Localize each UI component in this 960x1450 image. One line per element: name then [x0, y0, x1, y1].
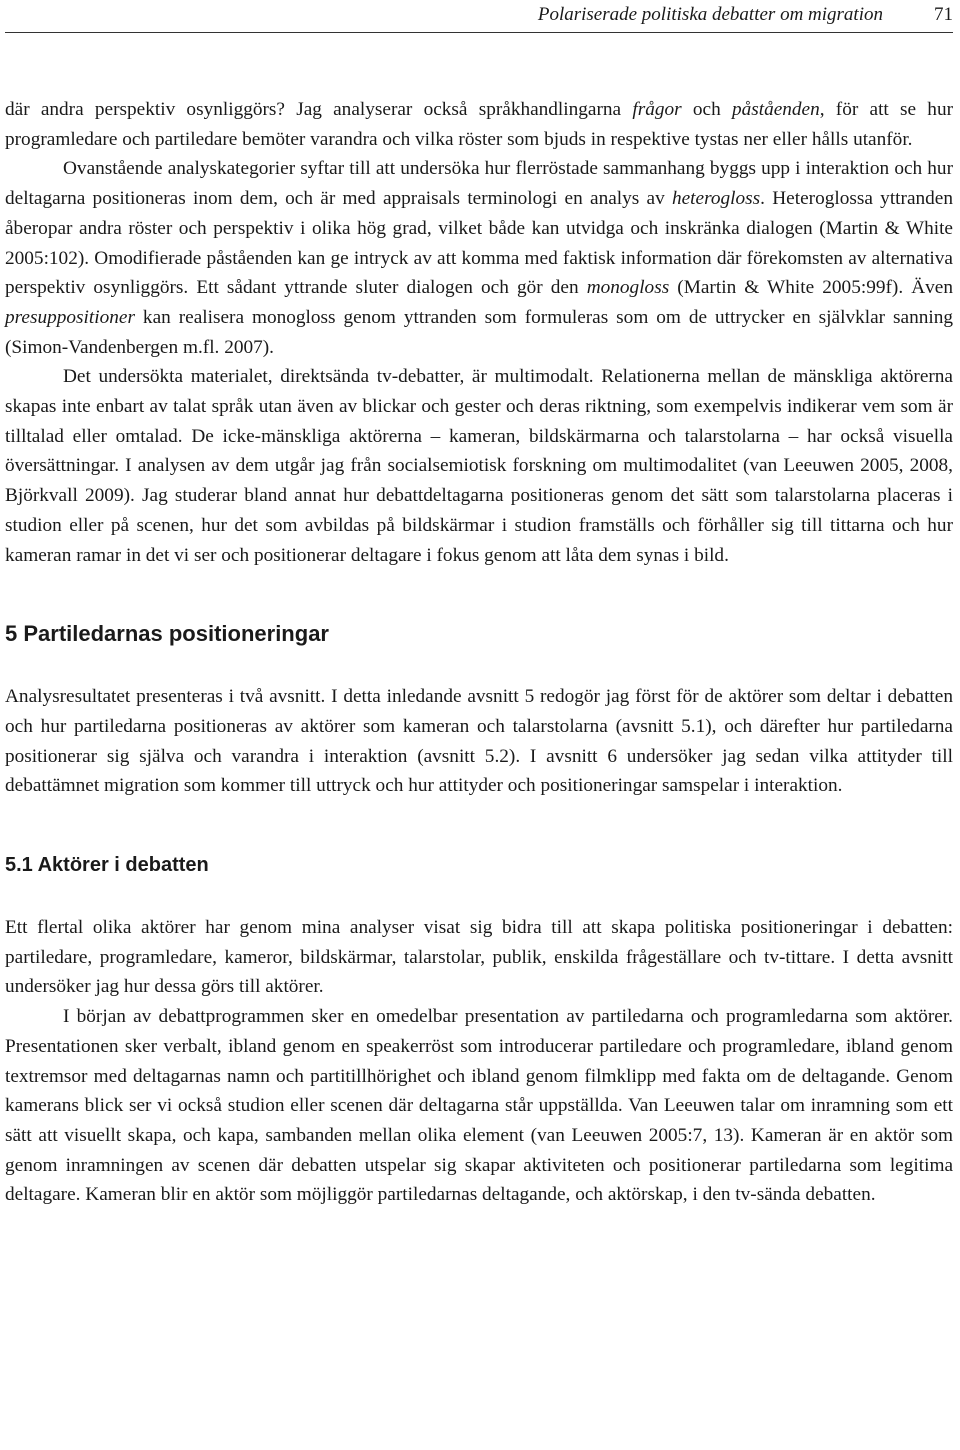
italic-term: heterogloss — [671, 188, 761, 210]
text-run: kan realisera monogloss genom yttranden som formuleras som om de uttrycker en självklar sanning (Simon-Vandenbergen m.fl. 2007). — [5, 306, 953, 358]
text-run: , för att se hur programledare och partiledare bemöter varandra och vilka röster som bjuds in respektive tystas ner eller hålls utanför. — [5, 99, 954, 150]
page-number: 71 — [934, 4, 953, 25]
body-text — [5, 95, 953, 1210]
paragraph-4: Analysresultatet presenteras i två avsnitt. I detta inledande avsnitt 5 redogör jag först för de aktörer som deltar i debatten och hur partiledarna positioneras av aktörer som kameran och talarstolarna (avsnitt 5.1), och därefter hur partiledarna positionerar sig själva och varandra i interaktion (avsnitt 5.2). I avsnitt 6 undersöker jag sedan vilka attityder till debattämnet migration som kommer till uttryck och hur attityder och positioneringar samspelar i interaktion. — [5, 686, 953, 797]
running-title: Polariserade politiska debatter om migration — [537, 4, 883, 25]
text-run: där andra perspektiv osynliggörs? Jag analyserar också språkhandlingarna — [5, 99, 633, 120]
text-run: Ovanstående analyskategorier syftar till att undersöka hur flerröstade sammanhang byggs upp i interaktion och hur deltagarna positioneras inom dem, och är med appraisals terminologi en analys av — [5, 158, 953, 210]
paragraph-2 — [5, 154, 953, 362]
italic-term: monogloss — [586, 277, 670, 299]
paragraph-1 — [5, 95, 953, 154]
subsection-heading: 5.1 Aktörer i debatten — [5, 854, 209, 877]
section-heading: 5 Partiledarnas positioneringar — [5, 621, 329, 647]
text-run: och — [681, 99, 732, 120]
italic-term: presuppositioner — [5, 306, 135, 328]
paragraph-3: Det undersökta materialet, direktsända tv-debatter, är multimodalt. Relationerna mellan de mänskliga aktörerna skapas inte enbart av talat språk utan även av blickar och gester och deras riktning, som exempelvis indikerar vem som är tilltalad eller omtalad. De icke-mänskliga aktörerna – kameran, bildskärmarna och talarstolarna – har också visuella översättningar. I analysen av dem utgår jag från socialsemiotisk forskning om multimodalitet (van Leeuwen 2005, 2008, Björkvall 2009). Jag studerar bland annat hur debattdeltagarna positioneras genom det sätt som talarstolarna placeras i studion eller på scenen, hur det som avbildas på bildskärmar i studion framställs och förhåller sig till tittarna och hur kameran ramar in det vi ser och positionerar deltagare i fokus genom att låta dem synas i bild. — [5, 366, 953, 566]
text-run: (Martin & White 2005:99f). Även — [669, 277, 954, 299]
paragraph-5: Ett flertal olika aktörer har genom mina analyser visat sig bidra till att skapa politiska positioneringar i debatten: partiledare, programledare, kameror, bildskärmar, talarstolar, publik, enskilda frågeställare och tv-tittare. I detta avsnitt undersöker jag hur dessa görs till aktörer. — [5, 917, 953, 998]
italic-term: påståenden — [731, 99, 820, 120]
italic-term: frågor — [632, 99, 682, 120]
text-run: . Heteroglossa yttranden åberopar andra röster och perspektiv i olika hög grad, vilket både kan utvidga och inskränka dialogen (Martin & White 2005:102). Omodifierade påståenden kan ge intryck av att komma med faktisk information där förekomsten av alternativa perspektiv osynliggörs. Ett sådant yttrande sluter dialogen och gör den — [5, 188, 953, 299]
running-header — [5, 0, 953, 33]
paragraph-6: I början av debattprogrammen sker en omedelbar presentation av partiledarna och programledarna som aktörer. Presentationen sker verbalt, ibland genom en speakerröst som introducerar partiledare och programledare, ibland genom textremsor med deltagarnas namn och partitillhörighet och ibland genom filmklipp med fakta om de deltagande. Genom kamerans blick ser vi också studion eller scenen där deltagarna står uppställda. Van Leeuwen talar om inramning som ett sätt att visuellt skapa, och kapa, sambanden mellan olika element (van Leeuwen 2005:7, 13). Kameran är en aktör som genom inramningen av scenen där debatten utspelar sig skapar aktiviteten och positionerar partiledarna som legitima deltagare. Kameran blir en aktör som möjliggör partiledarnas deltagande, och aktörskap, i den tv-sända debatten. — [5, 1006, 953, 1206]
